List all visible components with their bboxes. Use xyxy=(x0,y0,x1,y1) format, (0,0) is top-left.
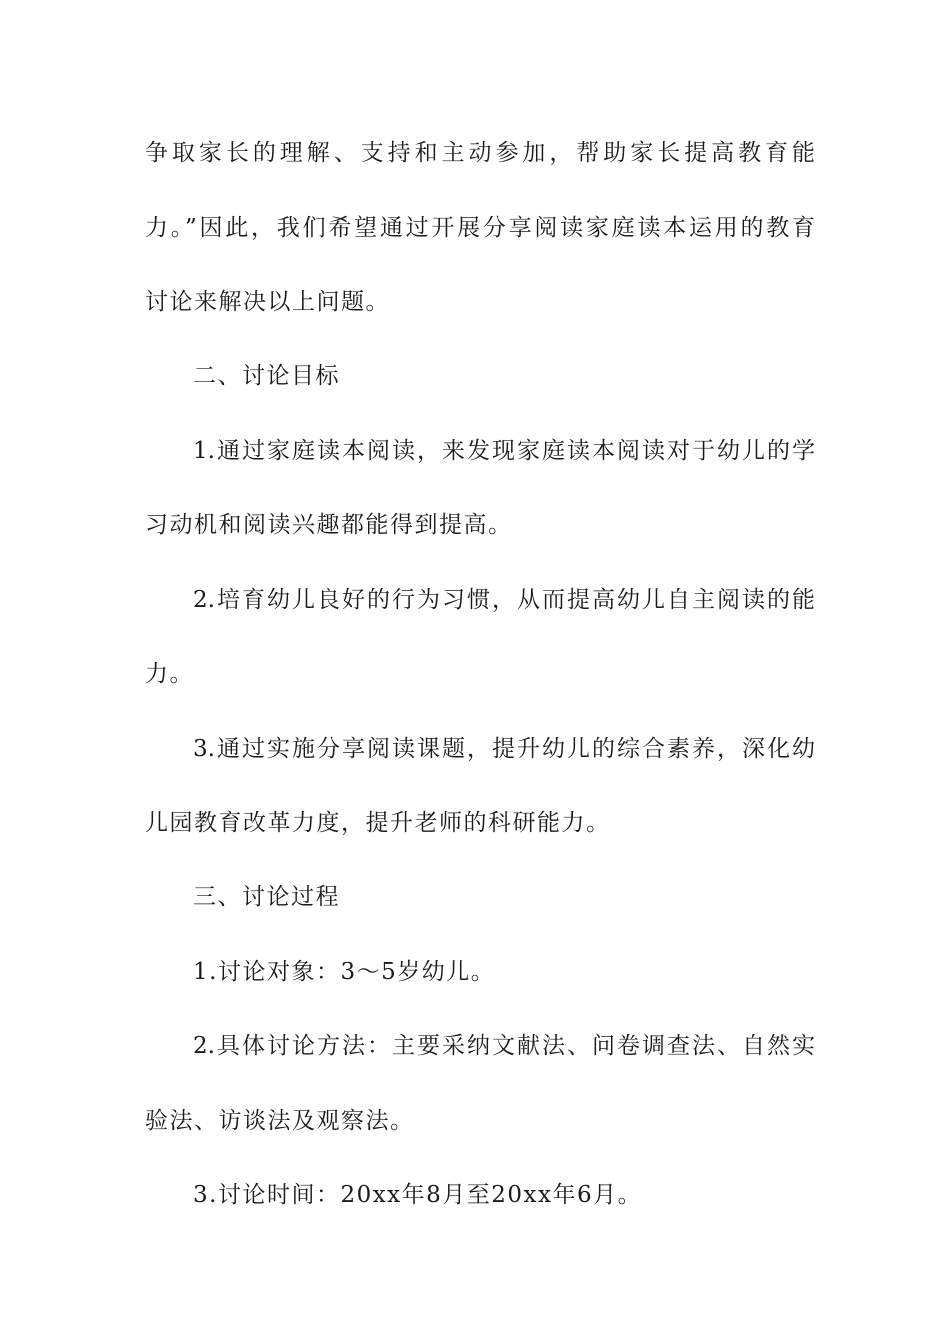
paragraph-line: 讨论来解决以上问题。 xyxy=(145,289,390,315)
list-item-line: 3.讨论时间：20xx年8月至20xx年6月。 xyxy=(193,1182,643,1208)
section-heading: 二、讨论目标 xyxy=(193,363,340,389)
list-item-line: 1.通过家庭读本阅读，来发现家庭读本阅读对于幼儿的学 xyxy=(193,438,815,464)
list-item-line: 力。 xyxy=(145,661,194,687)
list-item-line: 验法、访谈法及观察法。 xyxy=(145,1108,415,1134)
paragraph-line: 争取家长的理解、支持和主动参加，帮助家长提高教育能 xyxy=(145,140,815,166)
list-item-line: 2.具体讨论方法：主要采纳文献法、问卷调查法、自然实 xyxy=(193,1033,815,1059)
section-heading: 三、讨论过程 xyxy=(193,884,340,910)
list-item-line: 1.讨论对象：3～5岁幼儿。 xyxy=(193,959,496,985)
paragraph-line: 力。”因此，我们希望通过开展分享阅读家庭读本运用的教育 xyxy=(145,215,815,241)
list-item-line: 儿园教育改革力度，提升老师的科研能力。 xyxy=(145,810,611,836)
list-item-line: 3.通过实施分享阅读课题，提升幼儿的综合素养，深化幼 xyxy=(193,736,815,762)
list-item-line: 习动机和阅读兴趣都能得到提高。 xyxy=(145,512,513,538)
list-item-line: 2.培育幼儿良好的行为习惯，从而提高幼儿自主阅读的能 xyxy=(193,587,815,613)
